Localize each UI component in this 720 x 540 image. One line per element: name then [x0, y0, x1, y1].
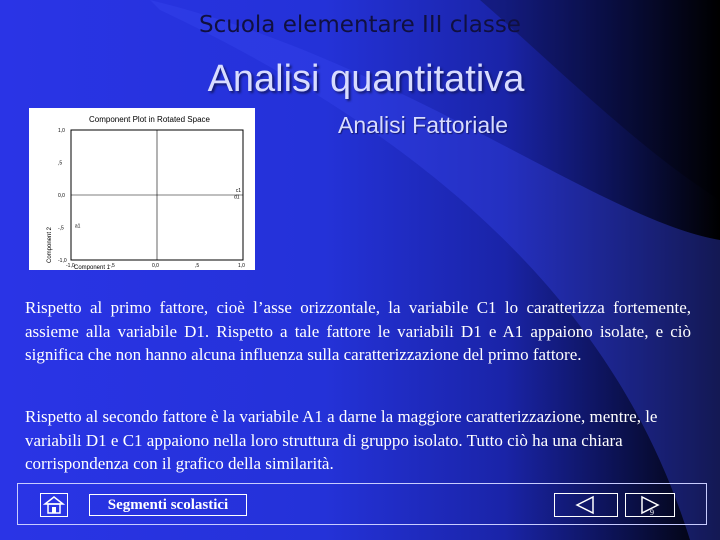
- slide-title: Analisi quantitativa: [207, 58, 525, 100]
- plot-point-a1: a1: [74, 223, 81, 230]
- x-tick-label: 1,0: [238, 263, 245, 269]
- x-tick-label: ,5: [195, 263, 200, 269]
- x-tick-label: -1,0: [66, 263, 75, 269]
- y-axis-label: Component 2: [47, 226, 53, 263]
- x-axis-label: Component 1: [74, 265, 111, 270]
- next-slide-button[interactable]: [625, 493, 675, 517]
- x-tick-label: 0,0: [152, 263, 159, 269]
- page-number: 9: [650, 508, 654, 516]
- home-icon: [41, 494, 67, 516]
- paragraph-first-factor: Rispetto al primo fattore, cioè l’asse orizzontale, la variabile C1 lo caratterizza fortemente, assieme alla variabile D1. Rispetto a tale fattore le variabili D1 e A1 appaiono isolate, e ciò significa che non hanno alcuna influenza sulla caratterizzazione del primo fattore.: [25, 298, 691, 364]
- back-arrow-icon: [555, 494, 617, 516]
- y-tick-label: -,5: [58, 225, 64, 232]
- component-plot-svg: [29, 108, 255, 270]
- plot-title: Component Plot in Rotated Space: [89, 115, 210, 124]
- plot-point-d1: d1: [233, 194, 240, 201]
- paragraph-second-factor: Rispetto al secondo fattore è la variabile A1 a darne la maggiore caratterizzazione, mentre, le variabili D1 e C1 appaiono nella loro struttura di gruppo isolato. Tutto ciò ha una chiara corrispondenza con il grafico della similarità.: [25, 407, 658, 473]
- y-tick-label: 0,0: [58, 193, 65, 199]
- slide-subtitle: Scuola elementare III classe: [199, 12, 521, 38]
- component-plot: [29, 108, 255, 270]
- previous-slide-button[interactable]: [554, 493, 618, 517]
- x-tick-label: -,5: [109, 263, 115, 269]
- forward-arrow-icon: [626, 494, 674, 516]
- home-button[interactable]: [40, 493, 68, 517]
- section-title: Analisi Fattoriale: [338, 112, 509, 138]
- segmenti-scolastici-button[interactable]: Segmenti scolastici: [89, 494, 247, 516]
- y-tick-label: 1,0: [58, 128, 65, 134]
- navigation-bar: [17, 483, 707, 525]
- plot-point-c1: c1: [235, 187, 241, 194]
- y-tick-label: -1,0: [58, 258, 67, 264]
- y-tick-label: ,5: [58, 160, 63, 167]
